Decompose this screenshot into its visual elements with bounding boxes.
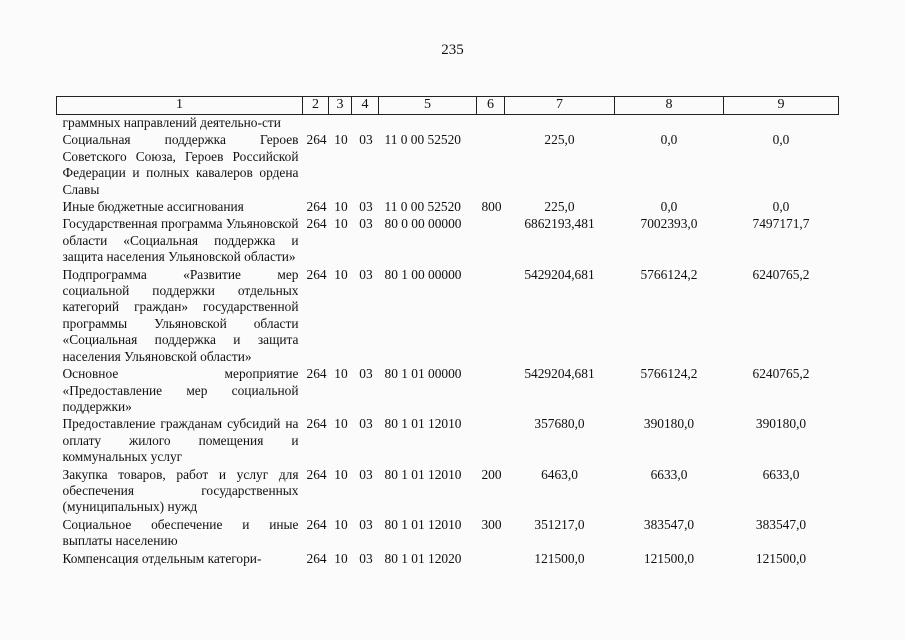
- row-col-3: 10: [334, 550, 348, 566]
- row-col-6: 300: [481, 516, 502, 532]
- row-col-3: [329, 115, 352, 133]
- row-col-2: 264: [306, 132, 327, 148]
- row-csr-code: 80 1 01 12010: [384, 516, 462, 532]
- row-name: Подпрограмма «Развитие мер социальной поддержки отдельных категорий граждан» государственной программы Ульяновской области «Социальная поддержка и защита населения Ульяновской области»: [62, 266, 299, 364]
- table-row: [57, 132, 839, 199]
- col-header-9: 9: [724, 97, 839, 115]
- row-col-6: 200: [481, 466, 502, 482]
- col-header-5: 5: [379, 97, 477, 115]
- row-col-2: 264: [306, 516, 327, 532]
- row-col-3: 10: [334, 416, 348, 432]
- row-csr-code: 80 1 01 12020: [384, 550, 462, 566]
- page-number: 235: [441, 42, 464, 58]
- row-col-2: 264: [306, 550, 327, 566]
- row-col-3: 10: [334, 366, 348, 382]
- row-amount-7: 6862193,481: [524, 216, 595, 232]
- row-amount-7: 351217,0: [534, 516, 585, 532]
- table-row: [57, 467, 839, 517]
- row-col-6: [477, 366, 505, 416]
- row-col-3: 10: [334, 516, 348, 532]
- row-amount-8: 6633,0: [650, 466, 688, 482]
- row-amount-7: 357680,0: [534, 416, 585, 432]
- row-csr-code: 80 1 01 12010: [384, 416, 462, 432]
- row-amount-7: 5429204,681: [524, 366, 595, 382]
- row-csr-code: [379, 115, 477, 133]
- row-amount-7: 121500,0: [534, 550, 585, 566]
- row-csr-code: 11 0 00 52520: [384, 132, 461, 148]
- row-col-4: 03: [359, 266, 373, 282]
- row-col-4: 03: [359, 366, 373, 382]
- header-row: [57, 97, 839, 115]
- row-amount-8: 0,0: [660, 132, 678, 148]
- col-header-4: 4: [352, 97, 379, 115]
- row-col-2: [303, 115, 329, 133]
- row-csr-code: 80 0 00 00000: [384, 216, 462, 232]
- col-header-6: 6: [477, 97, 505, 115]
- row-amount-7: 5429204,681: [524, 266, 595, 282]
- row-name: Компенсация отдельным категори-: [62, 550, 262, 566]
- row-col-6: [477, 551, 505, 568]
- row-col-4: 03: [359, 550, 373, 566]
- row-csr-code: 80 1 00 00000: [384, 266, 462, 282]
- table-row: [57, 517, 839, 551]
- row-col-4: 03: [359, 516, 373, 532]
- row-amount-9: 0,0: [772, 199, 790, 215]
- table-row: [57, 551, 839, 568]
- row-col-6: [477, 132, 505, 199]
- table-row: [57, 216, 839, 266]
- col-header-2: 2: [303, 97, 329, 115]
- row-col-2: 264: [306, 416, 327, 432]
- row-csr-code: 11 0 00 52520: [384, 199, 461, 215]
- row-amount-8: [615, 115, 724, 133]
- row-amount-8: 0,0: [660, 199, 678, 215]
- col-header-8: 8: [615, 97, 724, 115]
- row-col-3: 10: [334, 199, 348, 215]
- row-amount-9: 121500,0: [755, 550, 807, 566]
- row-col-2: 264: [306, 366, 327, 382]
- row-csr-code: 80 1 01 00000: [384, 366, 462, 382]
- row-amount-9: 6240765,2: [752, 266, 810, 282]
- row-col-6: [477, 216, 505, 266]
- table-row: [57, 199, 839, 216]
- row-col-6: [477, 416, 505, 466]
- row-amount-7: 225,0: [544, 199, 575, 215]
- row-col-3: 10: [334, 132, 348, 148]
- row-col-4: [352, 115, 379, 133]
- budget-table: [56, 96, 839, 568]
- row-col-4: 03: [359, 216, 373, 232]
- row-name: Социальное обеспечение и иные выплаты населению: [62, 516, 299, 549]
- row-col-2: 264: [306, 466, 327, 482]
- row-amount-9: [724, 115, 839, 133]
- row-csr-code: 80 1 01 12010: [384, 466, 462, 482]
- row-col-4: 03: [359, 132, 373, 148]
- row-amount-8: 390180,0: [643, 416, 695, 432]
- table-row: [57, 366, 839, 416]
- row-col-2: 264: [306, 199, 327, 215]
- row-name: граммных направлений деятельно-сти: [62, 115, 281, 130]
- row-name: Предоставление гражданам субсидий на оплату жилого помещения и коммунальных услуг: [62, 416, 299, 465]
- row-amount-8: 383547,0: [643, 516, 695, 532]
- col-header-7: 7: [505, 97, 615, 115]
- row-col-6: [477, 115, 505, 133]
- row-name: Закупка товаров, работ и услуг для обеспечения государственных (муниципальных) нужд: [62, 466, 299, 515]
- table-row: [57, 416, 839, 466]
- col-header-1: 1: [57, 97, 303, 115]
- row-amount-7: [505, 115, 615, 133]
- table-row: [57, 115, 839, 133]
- row-amount-8: 121500,0: [643, 550, 695, 566]
- row-name: Иные бюджетные ассигнования: [62, 199, 244, 215]
- col-header-3: 3: [329, 97, 352, 115]
- row-amount-8: 5766124,2: [640, 266, 698, 282]
- row-amount-9: 6633,0: [762, 466, 800, 482]
- row-col-4: 03: [359, 466, 373, 482]
- row-amount-9: 0,0: [772, 132, 790, 148]
- row-name: Государственная программа Ульяновской области «Социальная поддержка и защита населения Ульяновской области»: [62, 216, 299, 265]
- row-col-3: 10: [334, 466, 348, 482]
- row-col-3: 10: [334, 216, 348, 232]
- row-col-6: 800: [481, 199, 502, 215]
- row-col-4: 03: [359, 416, 373, 432]
- row-amount-9: 6240765,2: [752, 366, 810, 382]
- row-col-4: 03: [359, 199, 373, 215]
- row-amount-9: 7497171,7: [752, 216, 810, 232]
- table-row: [57, 267, 839, 366]
- row-name: Социальная поддержка Героев Советского Союза, Героев Российской Федерации и полных кавалеров ордена Славы: [62, 132, 299, 197]
- row-amount-8: 5766124,2: [640, 366, 698, 382]
- row-amount-9: 383547,0: [755, 516, 807, 532]
- row-col-6: [477, 267, 505, 366]
- row-amount-7: 225,0: [544, 132, 575, 148]
- row-col-2: 264: [306, 216, 327, 232]
- row-amount-7: 6463,0: [541, 466, 578, 482]
- row-name: Основное мероприятие «Предоставление мер социальной поддержки»: [62, 366, 299, 414]
- row-col-2: 264: [306, 266, 327, 282]
- row-amount-9: 390180,0: [755, 416, 807, 432]
- row-col-3: 10: [334, 266, 348, 282]
- row-amount-8: 7002393,0: [640, 216, 698, 232]
